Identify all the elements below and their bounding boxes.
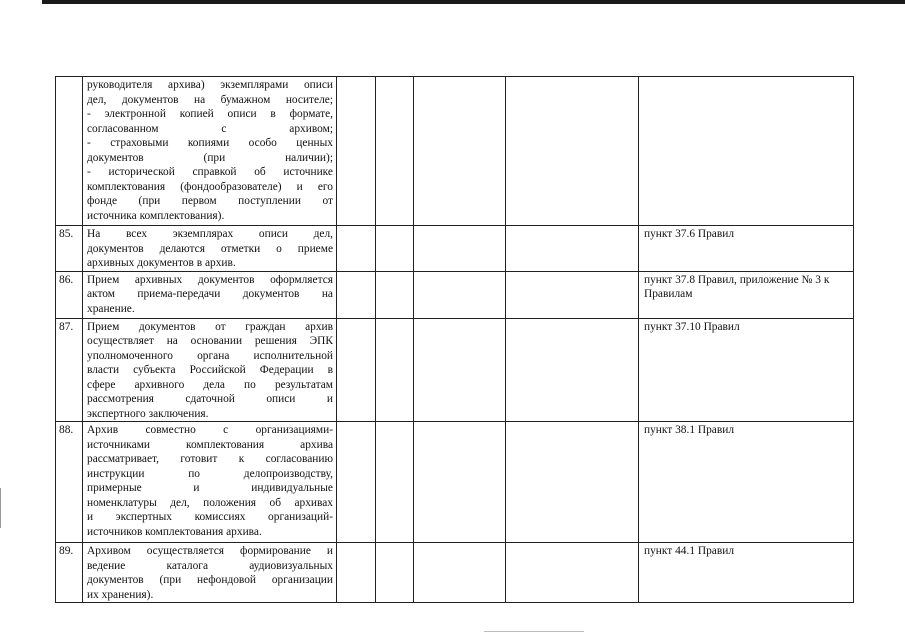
legal-reference: пункт 37.6 Правил bbox=[639, 226, 854, 272]
requirement-text-line: осуществляет на основании решения ЭПК bbox=[87, 335, 333, 347]
empty-cell bbox=[337, 318, 376, 422]
legal-reference: пункт 38.1 Правил bbox=[639, 422, 854, 543]
requirement-text-line: - страховыми копиями особо ценных bbox=[87, 137, 333, 149]
requirement-text-line: номенклатуры дел, положения об архивах bbox=[87, 496, 333, 509]
table-row bbox=[56, 226, 854, 272]
empty-cell bbox=[414, 271, 506, 318]
empty-cell bbox=[414, 226, 506, 272]
row-number bbox=[56, 77, 83, 226]
requirement-text-line: Архив совместно с организациями- bbox=[87, 424, 333, 436]
legal-reference bbox=[639, 77, 854, 226]
requirement-text bbox=[83, 271, 337, 318]
table-row bbox=[56, 543, 854, 603]
scan-mark bbox=[0, 488, 1, 528]
requirement-text-line: сфере архивного дела по результатам bbox=[87, 378, 333, 391]
empty-cell bbox=[506, 77, 639, 226]
legal-reference: пункт 37.10 Правил bbox=[639, 318, 854, 422]
legal-reference: пункт 37.8 Правил, приложение № 3 к Правилам bbox=[639, 271, 854, 318]
empty-cell bbox=[376, 318, 414, 422]
requirement-text-line: согласованном с архивом; bbox=[87, 122, 333, 135]
empty-cell bbox=[376, 543, 414, 603]
table-row bbox=[56, 422, 854, 543]
requirements-table bbox=[55, 76, 854, 603]
requirement-text-line: экспертного заключения. bbox=[87, 407, 209, 420]
empty-cell bbox=[414, 543, 506, 603]
requirement-text-line: власти субъекта Российской Федерации в bbox=[87, 364, 333, 376]
scan-top-border bbox=[42, 0, 905, 4]
requirement-text-line: источника комплектования). bbox=[87, 209, 225, 222]
scan-mark bbox=[484, 631, 584, 632]
requirement-text-line: - исторической справкой об источнике bbox=[87, 166, 333, 178]
requirement-text-line: рассматривает, готовит к согласованию bbox=[87, 453, 333, 465]
empty-cell bbox=[376, 271, 414, 318]
requirement-text-line: архивных документов в архив. bbox=[87, 257, 236, 269]
empty-cell bbox=[337, 422, 376, 543]
requirement-text-line: ведение каталога аудиовизуальных bbox=[87, 559, 333, 572]
requirement-text-line: источников комплектования архива. bbox=[87, 525, 262, 538]
empty-cell bbox=[376, 77, 414, 226]
requirement-text-line: Прием архивных документов оформляется bbox=[87, 273, 333, 286]
requirement-text-line: документов (при нефондовой организации bbox=[87, 574, 333, 586]
requirement-text-line: - электронной копией описи в формате, bbox=[87, 108, 333, 120]
empty-cell bbox=[414, 77, 506, 226]
requirement-text-line: руководителя архива) экземплярами описи bbox=[87, 79, 333, 91]
row-number: 89. bbox=[56, 543, 83, 603]
requirement-text-line: примерные и индивидуальные bbox=[87, 482, 333, 494]
requirement-text-line: документов (при наличии); bbox=[87, 151, 333, 164]
requirement-text bbox=[83, 226, 337, 272]
empty-cell bbox=[376, 226, 414, 272]
empty-cell bbox=[414, 318, 506, 422]
empty-cell bbox=[506, 422, 639, 543]
requirement-text bbox=[83, 77, 337, 226]
table-row bbox=[56, 271, 854, 318]
requirement-text-line: Прием документов от граждан архив bbox=[87, 320, 333, 333]
requirement-text-line: рассмотрения сдаточной описи и bbox=[87, 393, 333, 405]
row-number: 88. bbox=[56, 422, 83, 543]
requirement-text-line: их хранения). bbox=[87, 588, 154, 601]
requirement-text-line: комплектования (фондообразователе) и его bbox=[87, 180, 333, 193]
legal-reference: пункт 44.1 Правил bbox=[639, 543, 854, 603]
empty-cell bbox=[337, 271, 376, 318]
empty-cell bbox=[506, 271, 639, 318]
requirement-text-line: На всех экземплярах описи дел, bbox=[87, 228, 333, 240]
requirement-text-line: фонде (при первом поступлении от bbox=[87, 195, 333, 207]
requirement-text bbox=[83, 422, 337, 543]
table-row bbox=[56, 77, 854, 226]
empty-cell bbox=[506, 318, 639, 422]
requirement-text-line: документов делаются отметки о приеме bbox=[87, 242, 333, 255]
requirement-text-line: дел, документов на бумажном носителе; bbox=[87, 93, 333, 106]
requirement-text-line: Архивом осуществляется формирование и bbox=[87, 545, 333, 557]
empty-cell bbox=[337, 77, 376, 226]
empty-cell bbox=[337, 226, 376, 272]
empty-cell bbox=[376, 422, 414, 543]
row-number: 85. bbox=[56, 226, 83, 272]
empty-cell bbox=[414, 422, 506, 543]
requirement-text-line: инструкции по делопроизводству, bbox=[87, 467, 333, 480]
requirement-text-line: и экспертных комиссиях организаций- bbox=[87, 511, 333, 523]
requirement-text-line: источниками комплектования архива bbox=[87, 438, 333, 451]
empty-cell bbox=[506, 226, 639, 272]
requirement-text bbox=[83, 543, 337, 603]
requirement-text bbox=[83, 318, 337, 422]
requirement-text-line: хранение. bbox=[87, 302, 135, 315]
requirement-text-line: актом приема-передачи документов на bbox=[87, 288, 333, 300]
table-row bbox=[56, 318, 854, 422]
requirement-text-line: уполномоченного органа исполнительной bbox=[87, 349, 333, 362]
empty-cell bbox=[337, 543, 376, 603]
empty-cell bbox=[506, 543, 639, 603]
row-number: 87. bbox=[56, 318, 83, 422]
row-number: 86. bbox=[56, 271, 83, 318]
